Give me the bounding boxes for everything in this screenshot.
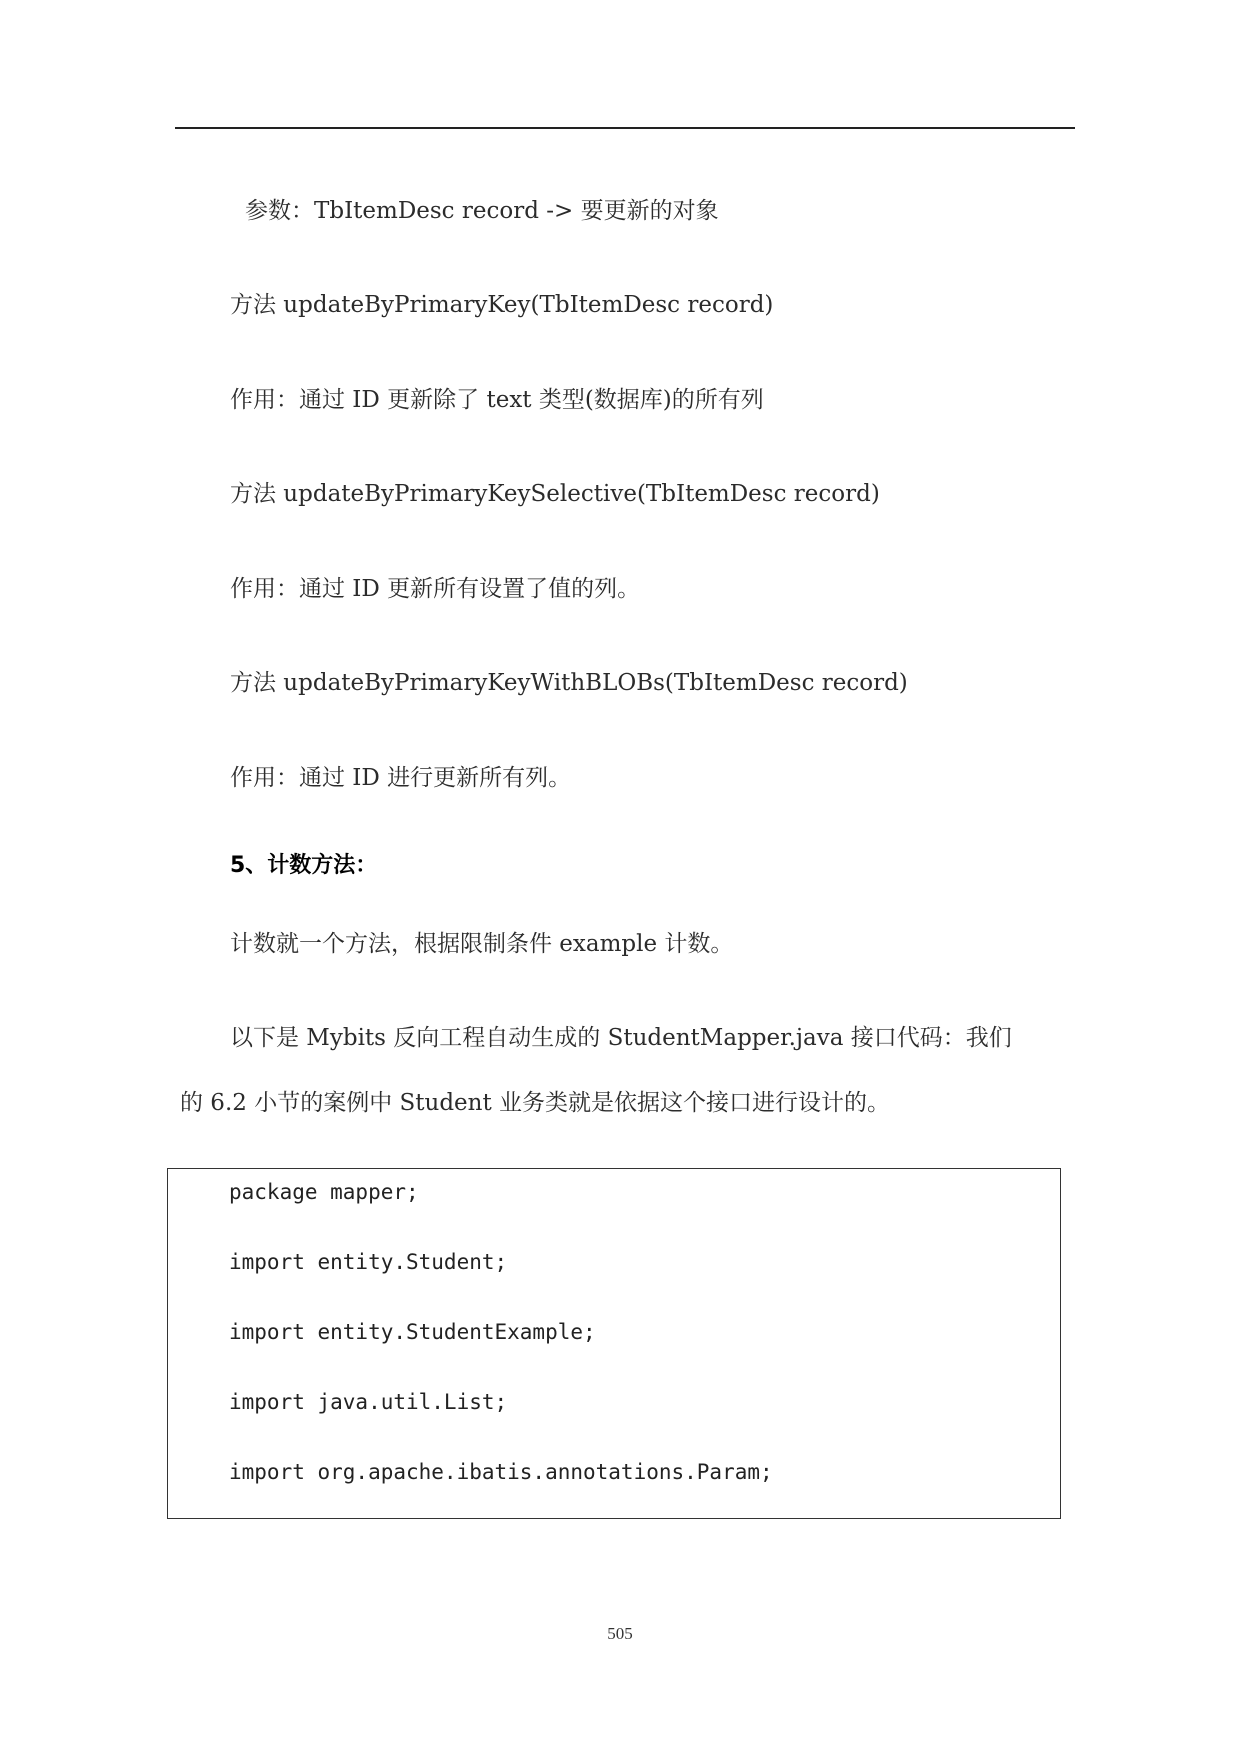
method-update-by-primary-key: 方法 updateByPrimaryKey(TbItemDesc record) — [230, 292, 774, 318]
section-heading: 5、计数方法： — [230, 853, 378, 878]
purpose-update-by-primary-key: 作用：通过 ID 更新除了 text 类型(数据库)的所有列 — [230, 387, 764, 413]
count-method-text: 计数就一个方法，根据限制条件 example 计数。 — [230, 931, 734, 957]
intro-paragraph-line-1: 以下是 Mybits 反向工程自动生成的 StudentMapper.java 接口代码：我们 — [230, 1025, 1012, 1051]
code-line: import entity.StudentExample; — [229, 1320, 596, 1344]
page-number: 505 — [607, 1624, 633, 1643]
intro-paragraph-line-2: 的 6.2 小节的案例中 Student 业务类就是依据这个接口进行设计的。 — [180, 1090, 891, 1116]
code-block — [167, 1168, 1061, 1519]
code-line: package mapper; — [229, 1180, 419, 1204]
purpose-update-by-primary-key-selective: 作用：通过 ID 更新所有设置了值的列。 — [230, 576, 641, 602]
purpose-update-by-primary-key-with-blobs: 作用：通过 ID 进行更新所有列。 — [230, 765, 572, 791]
header-rule — [175, 127, 1075, 129]
method-update-by-primary-key-with-blobs: 方法 updateByPrimaryKeyWithBLOBs(TbItemDesc record) — [230, 670, 908, 696]
param-description: 参数：TbItemDesc record -> 要更新的对象 — [245, 198, 719, 224]
code-line: import org.apache.ibatis.annotations.Param; — [229, 1460, 773, 1484]
code-line: import java.util.List; — [229, 1390, 508, 1414]
code-line: import entity.Student; — [229, 1250, 508, 1274]
method-update-by-primary-key-selective: 方法 updateByPrimaryKeySelective(TbItemDesc record) — [230, 481, 880, 507]
